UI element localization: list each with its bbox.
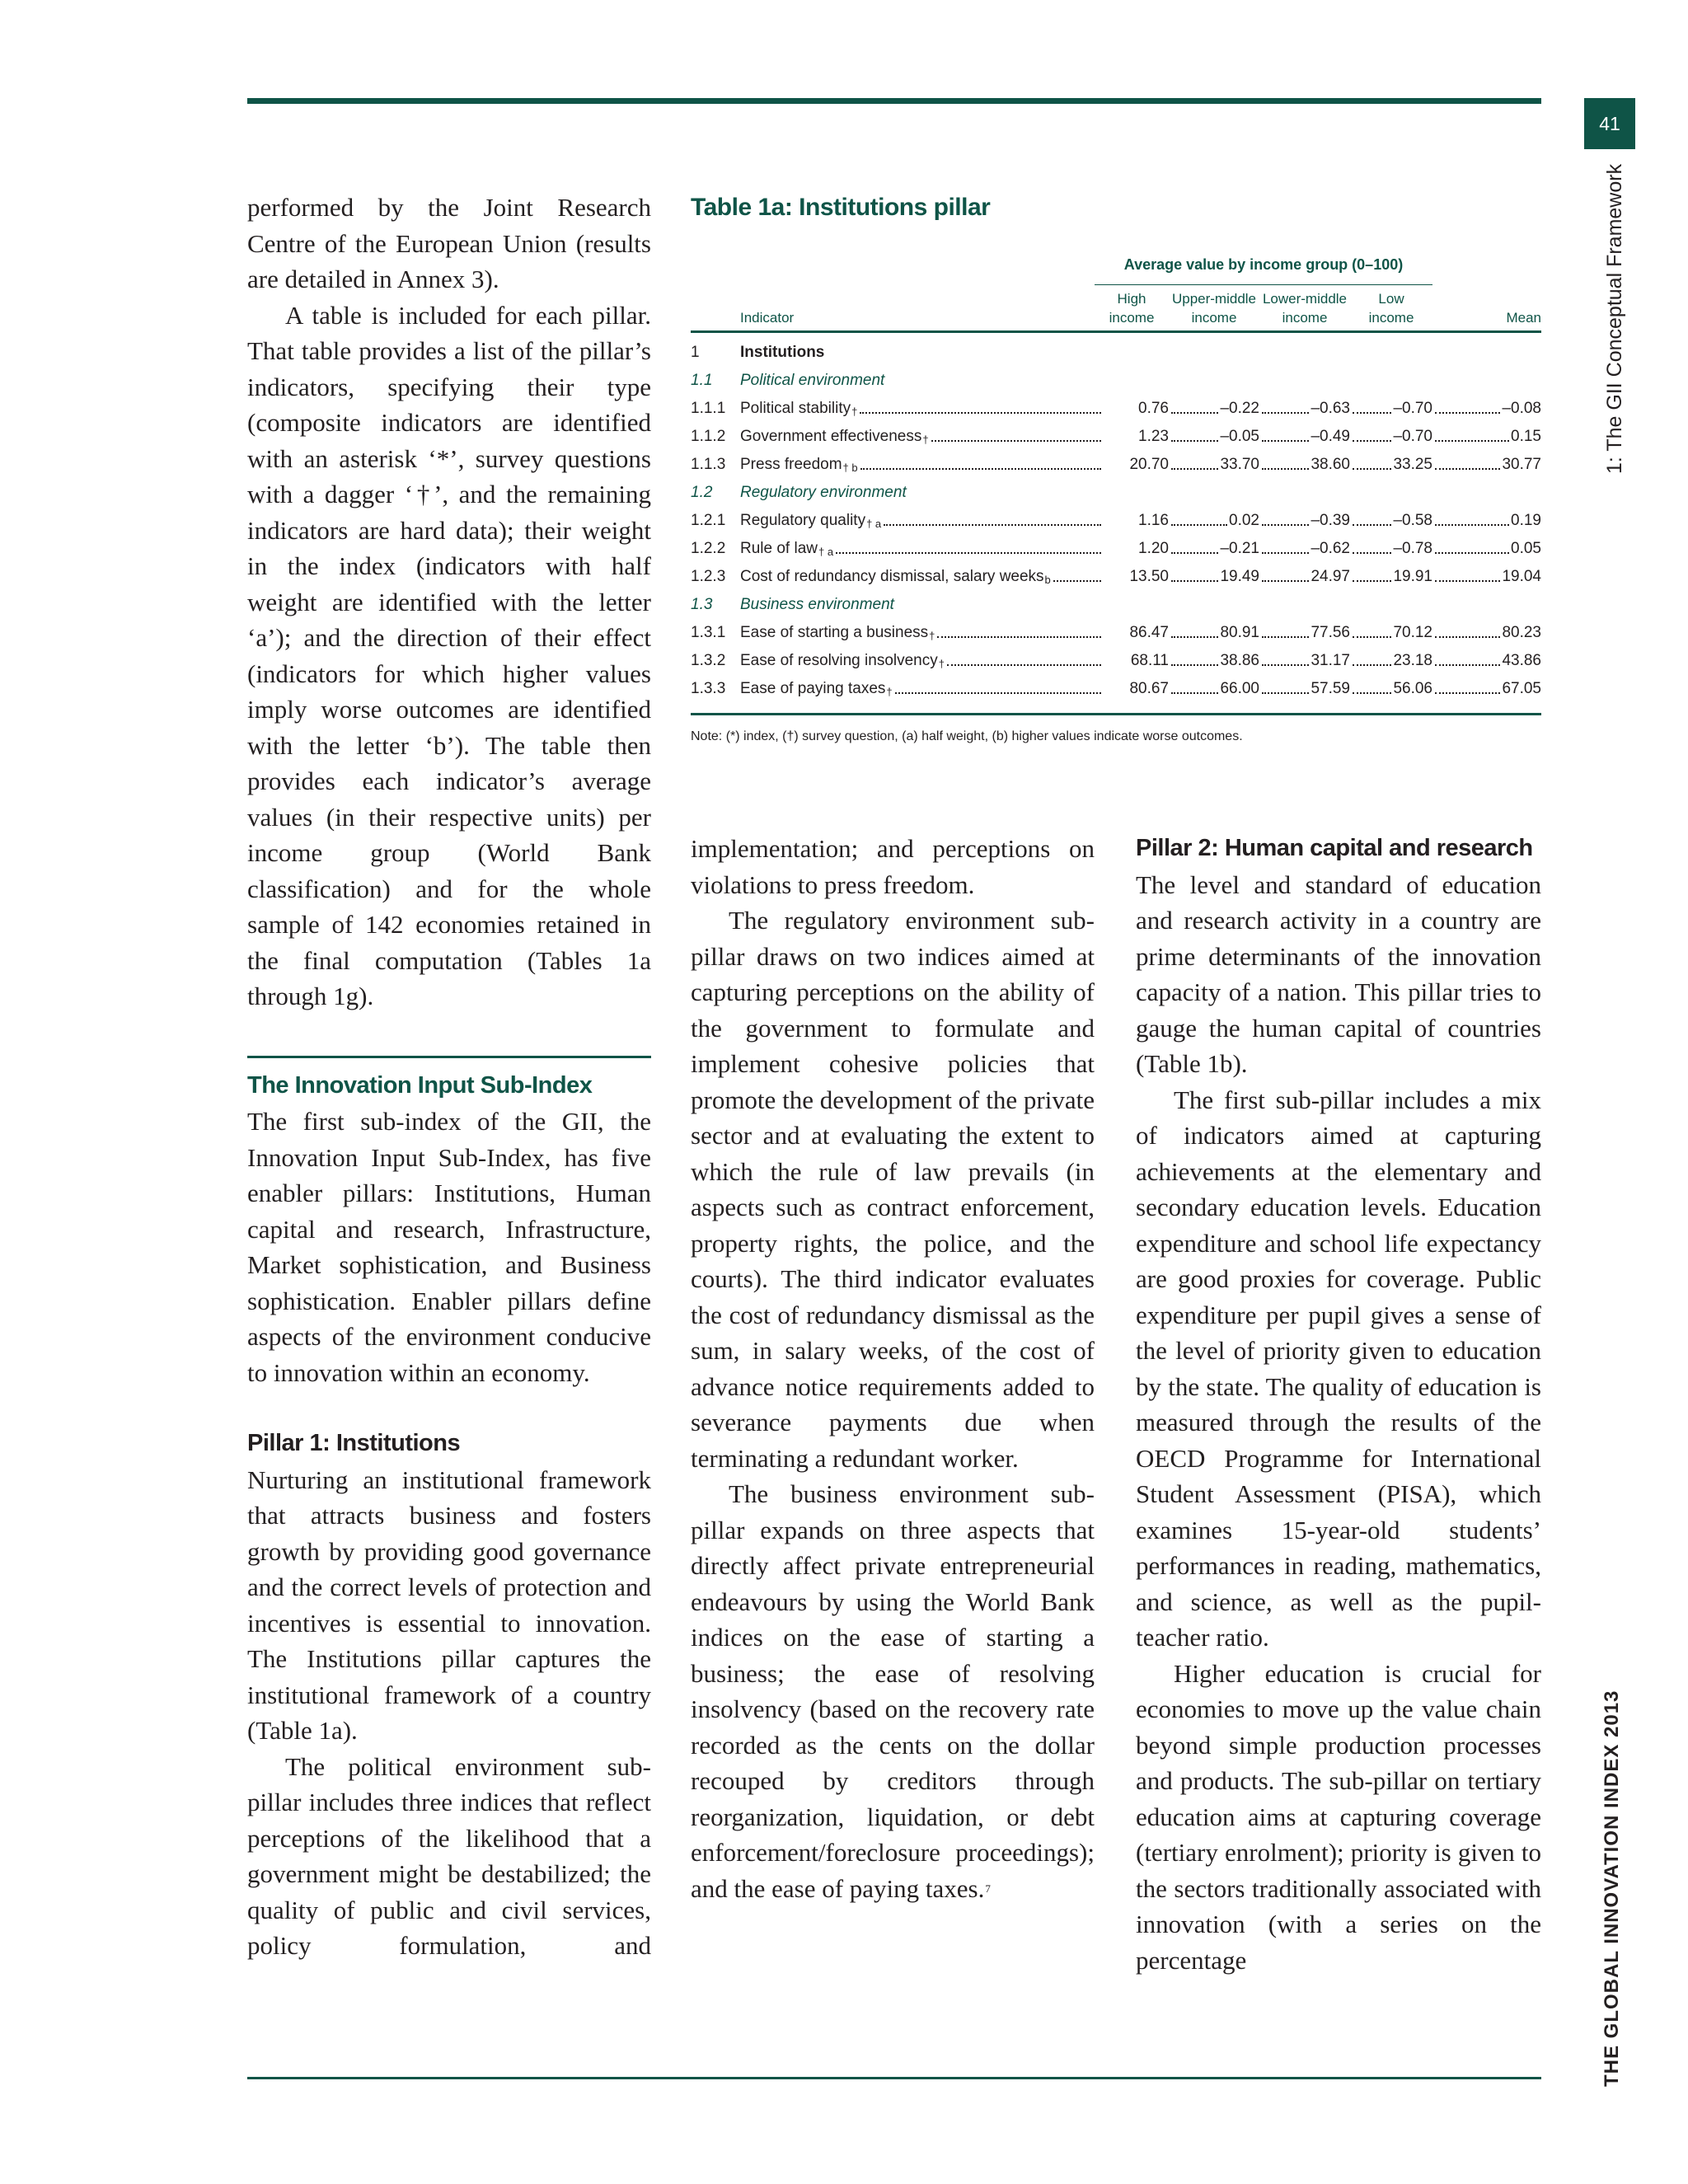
table-bottom-rule — [691, 713, 1541, 715]
value-cell: –0.08 — [1502, 400, 1541, 417]
column-3 — [1136, 831, 1541, 1978]
leader-dots — [1171, 552, 1218, 554]
table-row — [691, 502, 1541, 530]
leader-dots — [1435, 636, 1500, 638]
leader-dots — [1171, 440, 1218, 442]
leader-dots — [1353, 636, 1391, 638]
leader-dots — [947, 664, 1101, 666]
table-row — [691, 558, 1541, 586]
indicator-label: Political stability — [740, 400, 851, 417]
leader-dots — [1435, 440, 1509, 442]
paragraph: The regulatory environment sub-pillar draws on two indices aimed at capturing perceptions on the ability of the government to formulate and implement cohesive policies that promote the development of the private sector and at evaluating the extent to which the rule of law prevails (in aspects such as contract enforcement, property rights, the police, and the courts). The third indicator evaluates the cost of redundancy dismissal as the sum, in salary weeks, of the cost of advance notice requirements added to severance payments due when terminating a redundant worker. — [691, 906, 1095, 1473]
indicator-number: 1.2.3 — [691, 568, 726, 585]
table-row — [691, 614, 1541, 642]
indicator-label: Cost of redundancy dismissal, salary weeks — [740, 568, 1044, 585]
leader-dots — [1353, 580, 1391, 582]
leader-dots — [1353, 440, 1391, 442]
leader-dots — [1353, 664, 1391, 666]
leader-dots — [1353, 552, 1391, 554]
indicator-marker: b — [1044, 574, 1051, 586]
value-cell: 1.16 — [1138, 512, 1169, 529]
leader-dots — [836, 552, 1101, 554]
col-header-low: Low income — [1368, 291, 1414, 326]
value-cell: 0.76 — [1138, 400, 1169, 417]
section-heading-pillar-2: Pillar 2: Human capital and research — [1136, 835, 1533, 861]
leader-dots — [1053, 580, 1101, 582]
value-cell: –0.39 — [1311, 512, 1350, 529]
bottom-rule — [247, 2077, 1541, 2079]
value-cell: –0.49 — [1311, 428, 1350, 445]
value-cell: 0.02 — [1229, 512, 1259, 529]
value-cell: 56.06 — [1393, 680, 1432, 697]
indicator-marker: † — [851, 405, 858, 418]
table-body — [691, 334, 1541, 698]
table-title: Table 1a: Institutions pillar — [691, 194, 991, 221]
value-cell: 23.18 — [1393, 652, 1432, 669]
subpillar-row: 1.3 Business environment — [691, 596, 894, 613]
header-rule — [691, 330, 1541, 333]
value-cell: 0.15 — [1511, 428, 1541, 445]
indicator-number: 1.2.1 — [691, 512, 726, 529]
leader-dots — [1171, 468, 1218, 470]
leader-dots — [1262, 412, 1309, 414]
value-cell: 1.20 — [1138, 540, 1169, 557]
indicator-label: Rule of law — [740, 540, 818, 557]
leader-dots — [1435, 552, 1509, 554]
paragraph: implementation; and perceptions on violations to press freedom. — [691, 834, 1095, 899]
group-rule — [1095, 284, 1432, 285]
leader-dots — [860, 468, 1101, 470]
paragraph — [691, 1476, 1095, 1906]
value-cell: –0.58 — [1393, 512, 1432, 529]
indicator-label: Ease of paying taxes — [740, 680, 886, 697]
col-header-upper-middle: Upper-middle income — [1171, 291, 1257, 326]
leader-dots — [1262, 468, 1309, 470]
leader-dots — [1171, 636, 1218, 638]
indicator-number: 1.1.2 — [691, 428, 726, 445]
paragraph: Higher education is crucial for economies to move up the value chain beyond simple production processes and products. The sub-pillar on tertiary education aims at capturing coverage (tertiary enrolment); priority is given to the sectors traditionally associated with innovation (with a series on the percentage — [1136, 1658, 1541, 1975]
leader-dots — [937, 636, 1101, 638]
table-row — [691, 446, 1541, 474]
indicator-label: Ease of starting a business — [740, 624, 929, 641]
indicator-number: 1.1.3 — [691, 456, 726, 473]
leader-dots — [1353, 468, 1391, 470]
indicator-marker: † a — [866, 518, 882, 530]
value-cell: 1.23 — [1138, 428, 1169, 445]
indicator-number: 1.1.1 — [691, 400, 726, 417]
value-cell: 77.56 — [1311, 624, 1350, 641]
value-cell: 31.17 — [1311, 652, 1350, 669]
section-heading-input-subindex: The Innovation Input Sub-Index — [247, 1056, 651, 1104]
leader-dots — [1435, 692, 1500, 694]
leader-dots — [1353, 412, 1391, 414]
table-1a — [691, 194, 1541, 743]
subpillar-row: 1.1 Political environment — [691, 372, 885, 389]
pillar-row: 1 Institutions — [691, 344, 825, 361]
leader-dots — [1435, 468, 1500, 470]
column-2 — [691, 831, 1095, 1906]
leader-dots — [1262, 636, 1309, 638]
report-title: THE GLOBAL INNOVATION INDEX 2013 — [1601, 1690, 1623, 2087]
leader-dots — [1171, 692, 1218, 694]
value-cell: 57.59 — [1311, 680, 1350, 697]
value-cell: 43.86 — [1502, 652, 1541, 669]
value-cell: 20.70 — [1129, 456, 1169, 473]
paragraph: Nurturing an institutional framework that attracts business and fosters growth by providing good governance and the correct levels of protection and incentives is essential to innovation. The Institutions pillar captures the institutional framework of a country (Table 1a). — [247, 1465, 651, 1745]
value-cell: 67.05 — [1502, 680, 1541, 697]
col-header-lower-middle: Lower-middle income — [1262, 291, 1348, 326]
value-cell: –0.70 — [1393, 428, 1432, 445]
col-header-high: High income — [1109, 291, 1155, 326]
leader-dots — [884, 524, 1101, 526]
value-cell: 80.67 — [1129, 680, 1169, 697]
indicator-number: 1.3.3 — [691, 680, 726, 697]
value-cell: 68.11 — [1130, 652, 1169, 669]
value-cell: 70.12 — [1393, 624, 1432, 641]
leader-dots — [1435, 524, 1509, 526]
indicator-label: Regulatory quality — [740, 512, 866, 529]
value-cell: –0.21 — [1220, 540, 1259, 557]
top-rule — [247, 98, 1541, 104]
indicator-marker: † b — [842, 462, 858, 474]
value-cell: 38.86 — [1220, 652, 1259, 669]
paragraph: A table is included for each pillar. That table provides a list of the pillar’s indicators, specifying their type (composite indicators are identified with an asterisk ‘*’, survey questions with a dagger ‘†’, and the remaining indicators are hard data); their weight in the index (indicators with half weight are identified with the letter ‘a’); and the direction of their effect (indicators for which higher values imply worse outcomes are identified with the letter ‘b’). The table then provides each indicator’s average values (in their respective units) per income group (World Bank classification) and for the whole sample of 142 economies retained in the final computation (Tables 1a through 1g). — [247, 300, 651, 1010]
value-cell: 86.47 — [1129, 624, 1169, 641]
subpillar-row: 1.2 Regulatory environment — [691, 484, 907, 501]
value-cell: –0.05 — [1220, 428, 1259, 445]
value-cell: 80.91 — [1220, 624, 1259, 641]
indicator-label: Ease of resolving insolvency — [740, 652, 938, 669]
value-cell: –0.70 — [1393, 400, 1432, 417]
leader-dots — [1353, 692, 1391, 694]
value-cell: 19.49 — [1220, 568, 1259, 585]
leader-dots — [1435, 664, 1500, 666]
value-cell: 38.60 — [1311, 456, 1350, 473]
leader-dots — [1262, 692, 1309, 694]
indicator-number: 1.2.2 — [691, 540, 726, 557]
value-cell: 24.97 — [1311, 568, 1350, 585]
leader-dots — [1171, 412, 1218, 414]
paragraph: The level and standard of education and research activity in a country are prime determinants of the innovation capacity of a nation. This pillar tries to gauge the human capital of countries (Table 1b). — [1136, 869, 1541, 1078]
column-1 — [247, 190, 651, 1964]
paragraph: The first sub-pillar includes a mix of indicators aimed at capturing achievements at the elementary and secondary education levels. Education expenditure and school life expectancy are good proxies for coverage. Public expenditure per pupil gives a sense of the level of priority given to education by the state. The quality of education is measured through the results of the OECD Programme for International Student Assessment (PISA), which examines 15-year-old students’ performances in reading, mathematics, and science, as well as the pupil-teacher ratio. — [1136, 1085, 1541, 1652]
value-cell: –0.22 — [1220, 400, 1259, 417]
table-row — [691, 670, 1541, 698]
table-row — [691, 530, 1541, 558]
indicator-marker: † — [929, 630, 935, 642]
footnote-ref: 7 — [985, 1882, 991, 1895]
value-cell: 19.04 — [1502, 568, 1541, 585]
value-cell: 0.19 — [1511, 512, 1541, 529]
col-header-indicator: Indicator — [740, 310, 795, 326]
indicator-marker: † — [922, 434, 929, 446]
indicator-number: 1.3.1 — [691, 624, 726, 641]
value-cell: 0.05 — [1511, 540, 1541, 557]
value-cell: 80.23 — [1502, 624, 1541, 641]
value-cell: –0.62 — [1311, 540, 1350, 557]
section-heading-pillar-1: Pillar 1: Institutions — [247, 1430, 461, 1456]
paragraph: The first sub-index of the GII, the Innovation Input Sub-Index, has five enabler pillars: Institutions, Human capital and research, Infrastructure, Market sophistication, and Business sophistication. Enabler pillars define aspects of the environment conducive to innovation within an economy. — [247, 1107, 651, 1387]
indicator-marker: † — [938, 658, 945, 670]
indicator-label: Government effectiveness — [740, 428, 922, 445]
value-cell: 66.00 — [1220, 680, 1259, 697]
table-row — [691, 642, 1541, 670]
leader-dots — [1435, 412, 1500, 414]
paragraph: performed by the Joint Research Centre of the European Union (results are detailed in Annex 3). — [247, 193, 651, 293]
indicator-marker: † — [886, 686, 893, 698]
leader-dots — [1262, 524, 1309, 526]
col-header-mean: Mean — [1506, 310, 1541, 326]
value-cell: –0.63 — [1311, 400, 1350, 417]
leader-dots — [1262, 552, 1309, 554]
leader-dots — [1435, 580, 1500, 582]
value-cell: 19.91 — [1393, 568, 1432, 585]
chapter-title: 1: The GII Conceptual Framework — [1603, 163, 1626, 474]
value-cell: 33.70 — [1220, 456, 1259, 473]
value-cell: 13.50 — [1129, 568, 1169, 585]
leader-dots — [1353, 524, 1391, 526]
leader-dots — [931, 440, 1101, 442]
table-note: Note: (*) index, (†) survey question, (a) half weight, (b) higher values indicate worse outcomes. — [691, 729, 1243, 743]
leader-dots — [1262, 664, 1309, 666]
indicator-label: Press freedom — [740, 456, 842, 473]
leader-dots — [1262, 440, 1309, 442]
value-cell: 33.25 — [1393, 456, 1432, 473]
page-number: 41 — [1584, 98, 1635, 149]
indicator-marker: † a — [818, 546, 834, 558]
table-row — [691, 418, 1541, 446]
paragraph-text: The business environment sub-pillar expands on three aspects that directly affect private entrepreneurial endeavours by using the World Bank indices on the ease of starting a business; the ease of resolving insolvency (based on the recovery rate recorded as the cents on the dollar recouped by creditors through reorganization, liquidation, or debt enforcement/foreclosure proceedings); and the ease of paying taxes. — [691, 1479, 1095, 1903]
value-cell: 30.77 — [1502, 456, 1541, 473]
income-group-title: Average value by income group (0–100) — [1123, 256, 1404, 273]
value-cell: –0.78 — [1393, 540, 1432, 557]
leader-dots — [860, 412, 1101, 414]
leader-dots — [1171, 524, 1227, 526]
leader-dots — [1262, 580, 1309, 582]
paragraph: The political environment sub-pillar includes three indices that reflect perceptions of the likelihood that a government might be destabilized; the quality of public and civil services, policy formulation, and — [247, 1751, 651, 1960]
leader-dots — [895, 692, 1101, 694]
leader-dots — [1171, 664, 1218, 666]
indicator-number: 1.3.2 — [691, 652, 726, 669]
table-row — [691, 390, 1541, 418]
leader-dots — [1171, 580, 1218, 582]
